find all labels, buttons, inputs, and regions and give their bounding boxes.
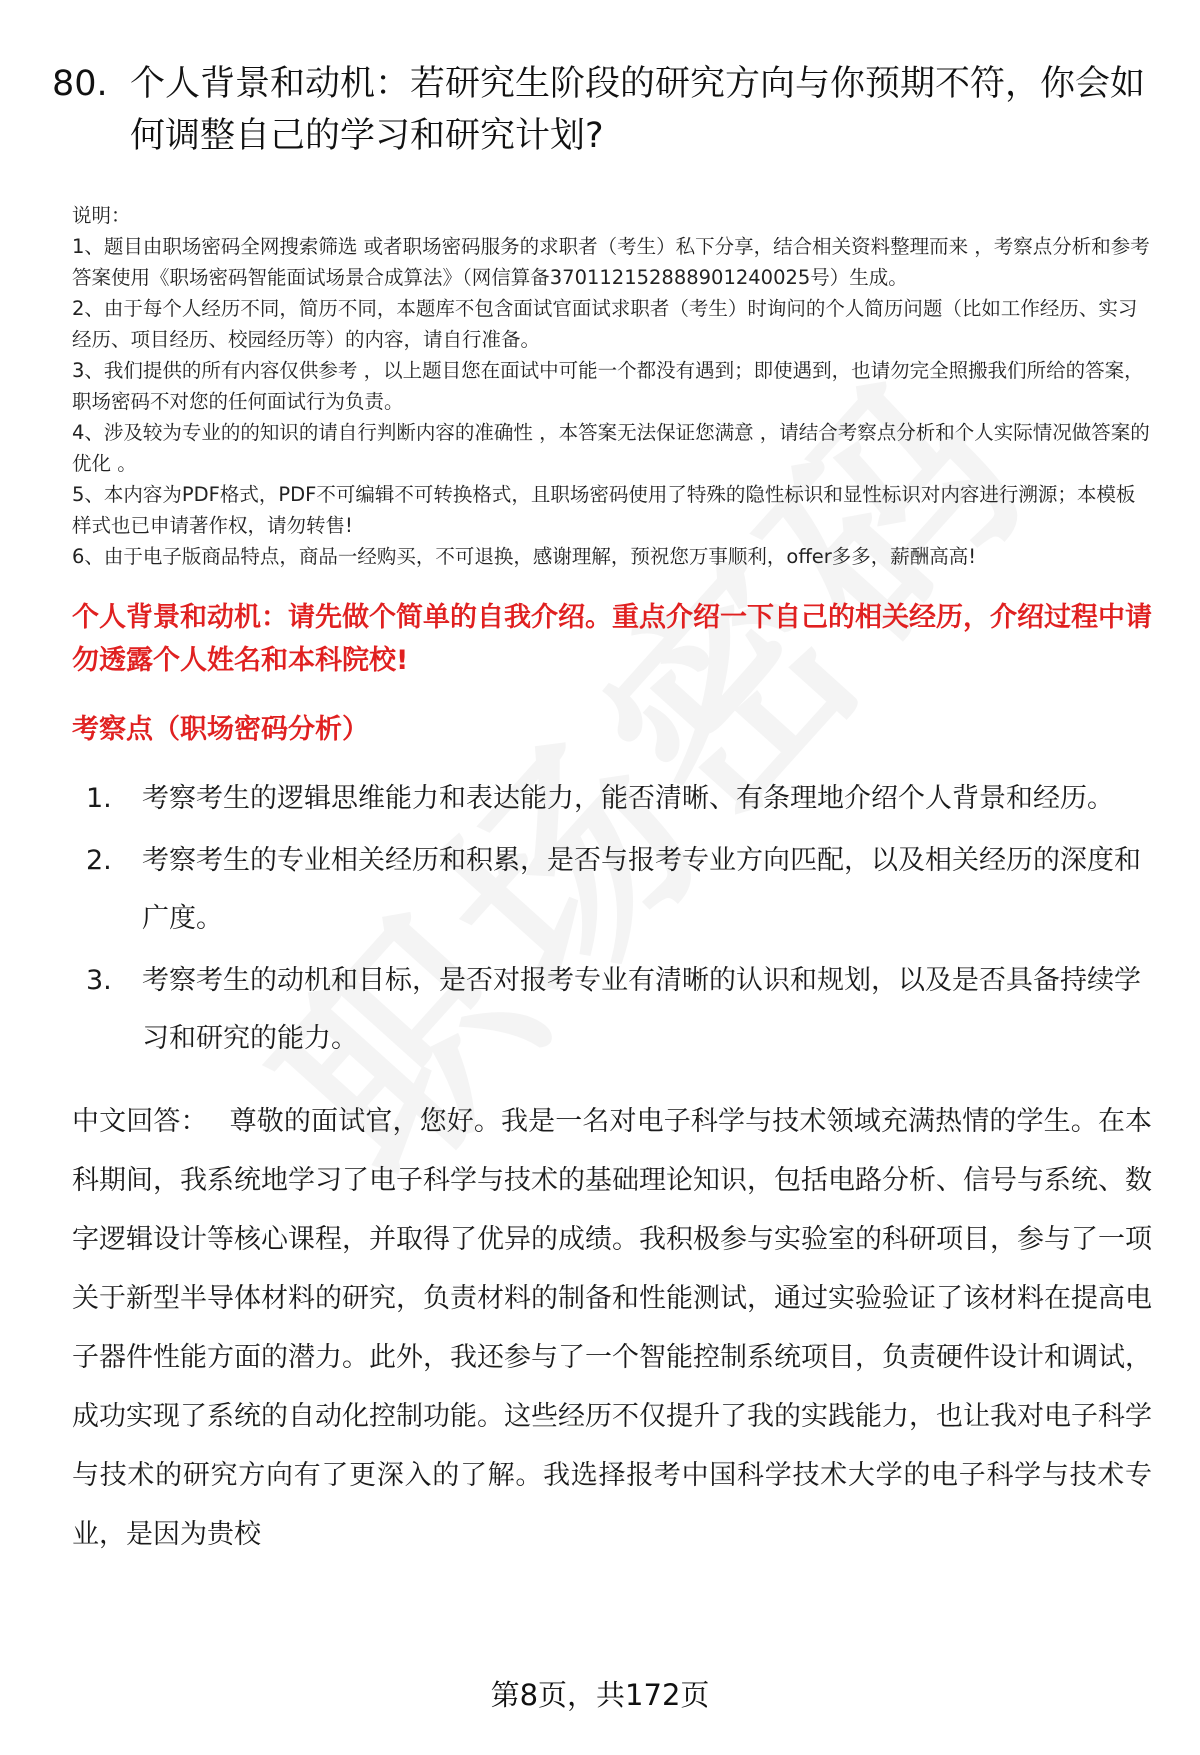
- point-text: 考察考生的动机和目标，是否对报考专业有清晰的认识和规划，以及是否具备持续学习和研究的能力。: [142, 965, 1141, 1054]
- point-number: 3.: [86, 965, 112, 996]
- analysis-points: [72, 770, 1152, 1068]
- analysis-point: [72, 770, 1152, 828]
- point-text: 考察考生的专业相关经历和积累，是否与报考专业方向匹配，以及相关经历的深度和广度。: [142, 845, 1141, 934]
- point-number: 2.: [86, 845, 112, 876]
- interview-question: 个人背景和动机：请先做个简单的自我介绍。重点介绍一下自己的相关经历，介绍过程中请勿透露个人姓名和本科院校!: [72, 602, 1152, 676]
- question-number: 80.: [52, 64, 108, 104]
- answer-paragraph: [72, 1092, 1152, 1564]
- answer-text: 尊敬的面试官，您好。我是一名对电子科学与技术领域充满热情的学生。在本科期间，我系统地学习了电子科学与技术的基础理论知识，包括电路分析、信号与系统、数字逻辑设计等核心课程，并取得了优异的成绩。我积极参与实验室的科研项目，参与了一项关于新型半导体材料的研究，负责材料的制备和性能测试，通过实验验证了该材料在提高电子器件性能方面的潜力。此外，我还参与了一个智能控制系统项目，负责硬件设计和调试，成功实现了系统的自动化控制功能。这些经历不仅提升了我的实践能力，也让我对电子科学与技术的研究方向有了更深入的了解。我选择报考中国科学技术大学的电子科学与技术专业，是因为贵校: [72, 1106, 1153, 1550]
- analysis-point: [72, 952, 1152, 1068]
- note-item: 3、我们提供的所有内容仅供参考 ，以上题目您在面试中可能一个都没有遇到；即使遇到，也请勿完全照搬我们所给的答案，职场密码不对您的任何面试行为负责。: [72, 359, 1144, 413]
- note-item: 4、涉及较为专业的的知识的请自行判断内容的准确性 ，本答案无法保证您满意 ，请结合考察点分析和个人实际情况做答案的优化 。: [72, 421, 1150, 475]
- question-heading: [52, 58, 1152, 162]
- notes-section: [72, 200, 1152, 572]
- page-footer: 第8页，共172页: [490, 1678, 710, 1712]
- note-item: 2、由于每个人经历不同，简历不同，本题库不包含面试官面试求职者（考生）时询问的个人简历问题（比如工作经历、实习经历、项目经历、校园经历等）的内容，请自行准备。: [72, 297, 1138, 351]
- question-text: 个人背景和动机：若研究生阶段的研究方向与你预期不符，你会如何调整自己的学习和研究计划?: [130, 64, 1146, 156]
- analysis-point: [72, 832, 1152, 948]
- point-text: 考察考生的逻辑思维能力和表达能力，能否清晰、有条理地介绍个人背景和经历。: [142, 783, 1114, 814]
- note-item: 6、由于电子版商品特点，商品一经购买，不可退换，感谢理解，预祝您万事顺利，offer多多，薪酬高高!: [72, 545, 977, 568]
- note-item: 1、题目由职场密码全网搜索筛选 或者职场密码服务的求职者（考生）私下分享，结合相关资料整理而来 ，考察点分析和参考答案使用《职场密码智能面试场景合成算法》（网信算备370112152888901240025号）生成。: [72, 235, 1150, 289]
- point-number: 1.: [86, 783, 112, 814]
- analysis-heading: 考察点（职场密码分析）: [72, 714, 369, 745]
- notes-title: 说明：: [72, 204, 131, 227]
- note-item: 5、本内容为PDF格式，PDF不可编辑不可转换格式，且职场密码使用了特殊的隐性标识和显性标识对内容进行溯源；本模板样式也已申请著作权，请勿转售!: [72, 483, 1136, 537]
- answer-label: 中文回答：: [72, 1106, 208, 1137]
